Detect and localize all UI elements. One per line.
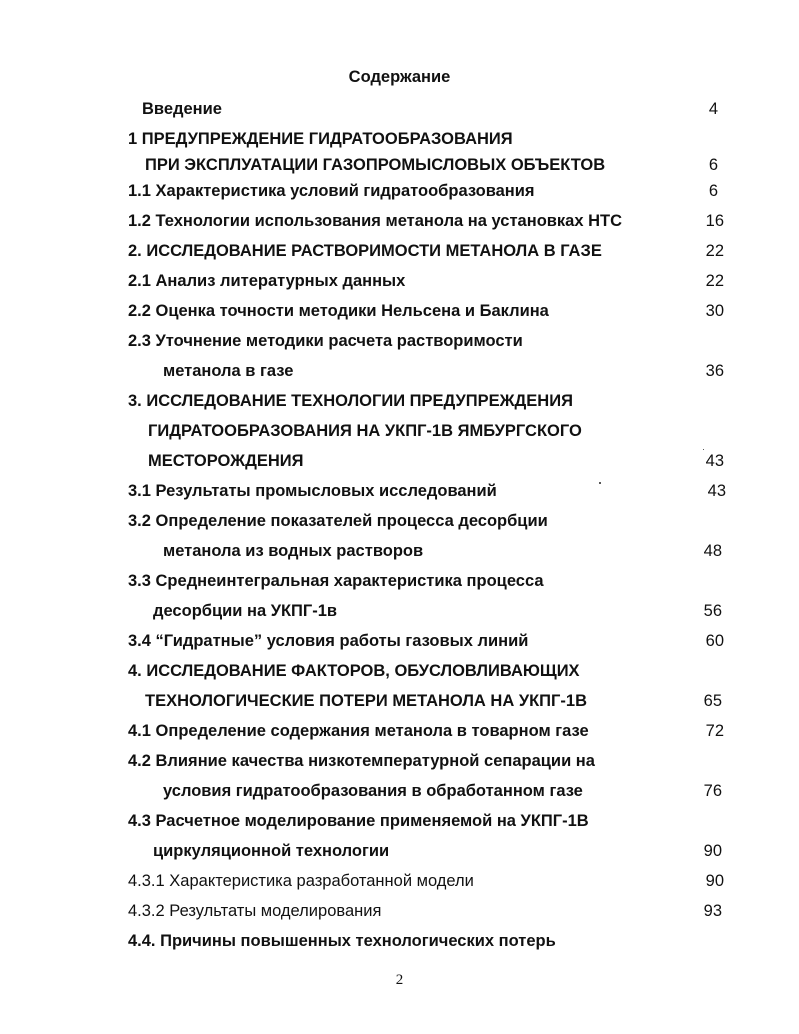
toc-entry-text: 2. ИССЛЕДОВАНИЕ РАСТВОРИМОСТИ МЕТАНОЛА В ГАЗЕ (128, 242, 602, 260)
toc-entry-text: 4.1 Определение содержания метанола в товарном газе (128, 722, 589, 740)
toc-entry-page: 22 (705, 242, 724, 260)
toc-entry-text: 1.1 Характеристика условий гидратообразования (128, 182, 535, 200)
toc-entry-page: 16 (705, 212, 724, 230)
toc-entry-text: МЕСТОРОЖДЕНИЯ (148, 452, 304, 470)
toc-entry-text: ГИДРАТООБРАЗОВАНИЯ НА УКПГ-1В ЯМБУРГСКОГО (148, 422, 582, 440)
toc-entry-text: метанола из водных растворов (163, 542, 424, 560)
page-number: 2 (395, 972, 404, 988)
toc-entry-text: 3.3 Среднеинтегральная характеристика процесса (128, 572, 544, 590)
toc-entry-page: 90 (705, 872, 724, 890)
scan-speck (599, 482, 601, 484)
toc-entry-text: 4.4. Причины повышенных технологических потерь (128, 932, 556, 950)
toc-entry-text: 4.3 Расчетное моделирование применяемой на УКПГ-1В (128, 812, 589, 830)
toc-entry-text: ПРИ ЭКСПЛУАТАЦИИ ГАЗОПРОМЫСЛОВЫХ ОБЪЕКТОВ (145, 156, 606, 174)
toc-entry-text: 4. ИССЛЕДОВАНИЕ ФАКТОРОВ, ОБУСЛОВЛИВАЮЩИХ (128, 662, 580, 680)
scan-speck (703, 449, 704, 450)
toc-entry-page: 72 (705, 722, 724, 740)
toc-entry-text: 1 ПРЕДУПРЕЖДЕНИЕ ГИДРАТООБРАЗОВАНИЯ (128, 130, 513, 148)
toc-entry-page: 43 (707, 482, 726, 500)
toc-entry-text: 3. ИССЛЕДОВАНИЕ ТЕХНОЛОГИИ ПРЕДУПРЕЖДЕНИЯ (128, 392, 573, 410)
toc-entry-text: циркуляционной технологии (153, 842, 390, 860)
toc-entry-text: метанола в газе (163, 362, 294, 380)
toc-entry-page: 48 (703, 542, 722, 560)
toc-entry-page: 6 (708, 156, 718, 174)
toc-entry-text: 2.1 Анализ литературных данных (128, 272, 406, 290)
toc-entry-page: 93 (703, 902, 722, 920)
toc-title: Содержание (348, 68, 451, 86)
toc-entry-text: ТЕХНОЛОГИЧЕСКИЕ ПОТЕРИ МЕТАНОЛА НА УКПГ-1В (145, 692, 587, 710)
toc-entry-page: 65 (703, 692, 722, 710)
toc-entry-text: 3.2 Определение показателей процесса десорбции (128, 512, 548, 530)
toc-entry-page: 90 (703, 842, 722, 860)
toc-entry-page: 76 (703, 782, 722, 800)
toc-entry-text: 2.3 Уточнение методики расчета растворимости (128, 332, 523, 350)
toc-entry-page: 4 (708, 100, 718, 118)
toc-entry-text: Введение (142, 100, 222, 118)
toc-entry-text: 4.2 Влияние качества низкотемпературной сепарации на (128, 752, 595, 770)
toc-entry-text: 3.1 Результаты промысловых исследований (128, 482, 497, 500)
toc-entry-text: 4.3.1 Характеристика разработанной модели (128, 872, 474, 890)
toc-entry-text: 3.4 “Гидратные” условия работы газовых линий (128, 632, 529, 650)
toc-entry-page: 56 (703, 602, 722, 620)
toc-entry-text: 4.3.2 Результаты моделирования (128, 902, 382, 920)
toc-entry-page: 6 (708, 182, 718, 200)
toc-entry-text: десорбции на УКПГ-1в (153, 602, 338, 620)
toc-entry-page: 60 (705, 632, 724, 650)
toc-entry-page: 36 (705, 362, 724, 380)
toc-entry-text: 1.2 Технологии использования метанола на установках НТС (128, 212, 623, 230)
toc-entry-page: 30 (705, 302, 724, 320)
toc-entry-page: 43 (705, 452, 724, 470)
toc-entry-text: 2.2 Оценка точности методики Нельсена и Баклина (128, 302, 549, 320)
toc-entry-text: условия гидратообразования в обработанном газе (163, 782, 583, 800)
toc-entry-page: 22 (705, 272, 724, 290)
